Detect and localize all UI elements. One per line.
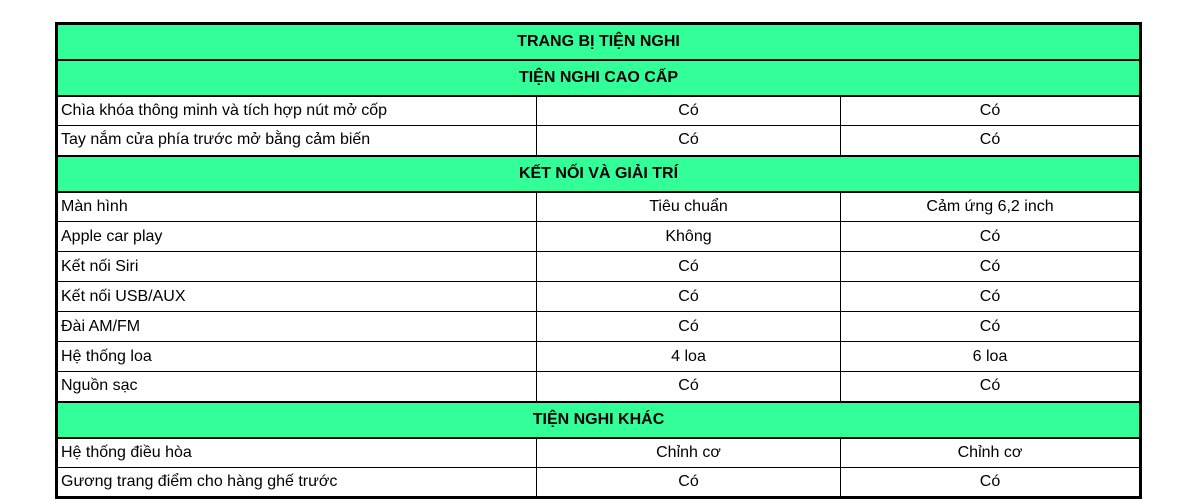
variant-2-value: Có (841, 222, 1141, 252)
feature-name: Tay nắm cửa phía trước mở bằng cảm biến (57, 126, 537, 156)
variant-2-value: Chỉnh cơ (841, 438, 1141, 468)
feature-row (57, 96, 1141, 126)
feature-row (57, 222, 1141, 252)
variant-2-value: Có (841, 252, 1141, 282)
variant-2-value: Có (841, 282, 1141, 312)
variant-1-value: Có (537, 372, 841, 402)
feature-name: Apple car play (57, 222, 537, 252)
feature-row (57, 468, 1141, 498)
variant-2-value: Có (841, 312, 1141, 342)
variant-1-value: Tiêu chuẩn (537, 192, 841, 222)
variant-1-value: Có (537, 96, 841, 126)
feature-name: Hệ thống điều hòa (57, 438, 537, 468)
feature-row (57, 312, 1141, 342)
variant-2-value: Cảm ứng 6,2 inch (841, 192, 1141, 222)
variant-1-value: Có (537, 252, 841, 282)
feature-name: Hệ thống loa (57, 342, 537, 372)
variant-2-value: Có (841, 96, 1141, 126)
variant-1-value: Có (537, 126, 841, 156)
feature-name: Kết nối Siri (57, 252, 537, 282)
section-title: KẾT NỐI VÀ GIẢI TRÍ (57, 156, 1141, 192)
feature-row (57, 372, 1141, 402)
table-title: TRANG BỊ TIỆN NGHI (57, 24, 1141, 60)
feature-row (57, 192, 1141, 222)
variant-2-value: Có (841, 468, 1141, 498)
variant-2-value: Có (841, 372, 1141, 402)
feature-name: Màn hình (57, 192, 537, 222)
variant-1-value: Có (537, 282, 841, 312)
variant-2-value: 6 loa (841, 342, 1141, 372)
variant-1-value: 4 loa (537, 342, 841, 372)
spec-table (55, 22, 1142, 499)
feature-row (57, 252, 1141, 282)
variant-1-value: Có (537, 312, 841, 342)
feature-name: Nguồn sạc (57, 372, 537, 402)
section-header-tien-nghi-khac (57, 402, 1141, 438)
variant-1-value: Không (537, 222, 841, 252)
feature-name: Đài AM/FM (57, 312, 537, 342)
section-header-tien-nghi-cao-cap (57, 60, 1141, 96)
feature-name: Kết nối USB/AUX (57, 282, 537, 312)
table-title-row (57, 24, 1141, 60)
variant-2-value: Có (841, 126, 1141, 156)
feature-row (57, 438, 1141, 468)
section-title: TIỆN NGHI KHÁC (57, 402, 1141, 438)
feature-name: Gương trang điểm cho hàng ghế trước (57, 468, 537, 498)
section-title: TIỆN NGHI CAO CẤP (57, 60, 1141, 96)
feature-name: Chìa khóa thông minh và tích hợp nút mở cốp (57, 96, 537, 126)
section-header-ket-noi-va-giai-tri (57, 156, 1141, 192)
feature-row (57, 282, 1141, 312)
feature-row (57, 342, 1141, 372)
variant-1-value: Có (537, 468, 841, 498)
variant-1-value: Chỉnh cơ (537, 438, 841, 468)
feature-row (57, 126, 1141, 156)
